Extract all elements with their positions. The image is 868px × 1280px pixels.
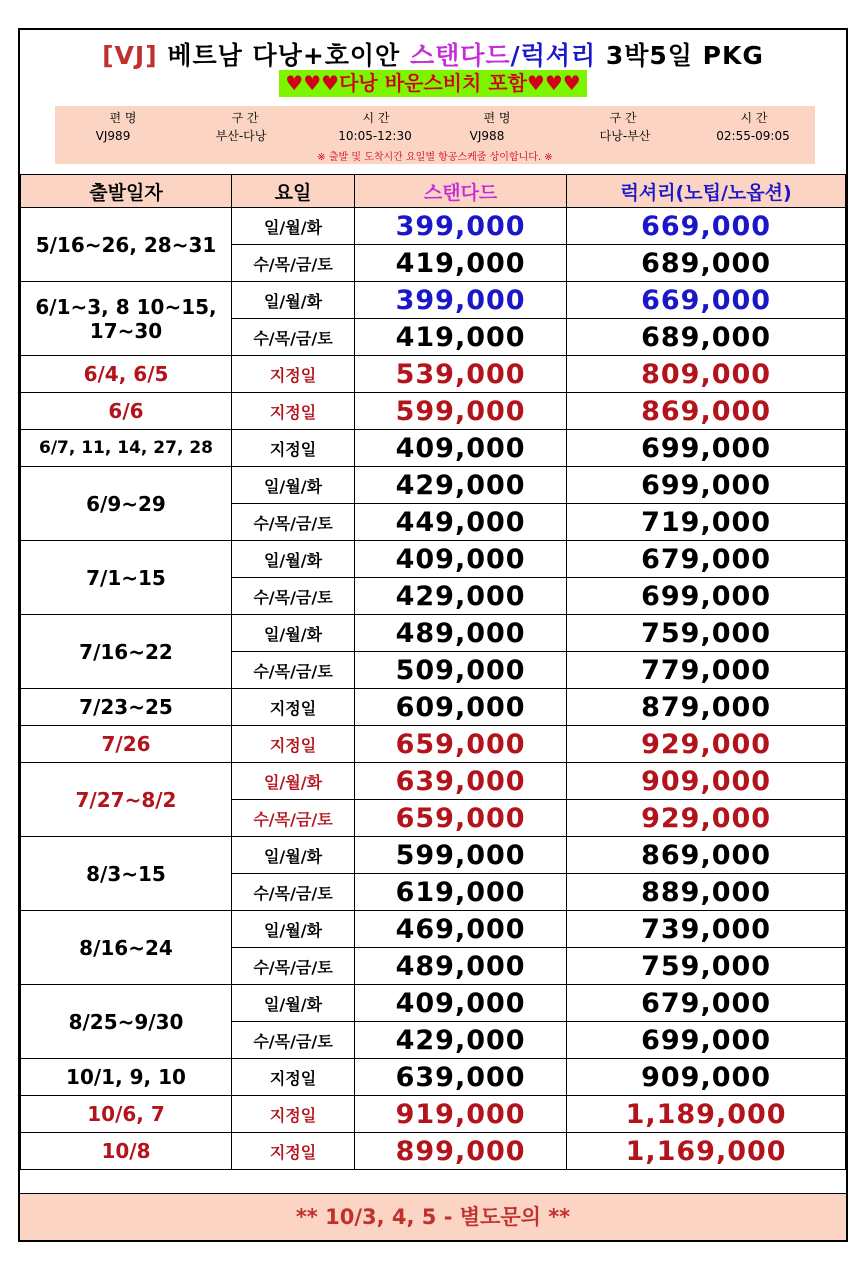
flight-value-3: 10:05-12:30: [338, 129, 412, 143]
departure-date: 7/27~8/2: [21, 763, 232, 837]
header-luxury: 럭셔리(노팁/노옵션): [567, 175, 846, 208]
title-slash: /: [510, 41, 521, 70]
luxury-price: 929,000: [567, 800, 846, 837]
day-type: 수/목/금/토: [232, 948, 355, 985]
flight-note: ※ 출발 및 도착시간 요일별 항공스케줄 상이합니다. ※: [317, 152, 553, 163]
table-row: [21, 763, 846, 800]
standard-price: 409,000: [355, 541, 567, 578]
luxury-price: 909,000: [567, 1059, 846, 1096]
departure-date: 6/7, 11, 14, 27, 28: [21, 430, 232, 467]
day-type: 일/월/화: [232, 467, 355, 504]
luxury-price: 719,000: [567, 504, 846, 541]
departure-date: 6/4, 6/5: [21, 356, 232, 393]
flight-value-5: 다낭-부산: [599, 129, 651, 143]
day-type: 지정일: [232, 393, 355, 430]
luxury-price: 809,000: [567, 356, 846, 393]
flight-header-5: 구 간: [609, 111, 637, 125]
day-type: 지정일: [232, 689, 355, 726]
luxury-price: 679,000: [567, 541, 846, 578]
departure-date: 8/16~24: [21, 911, 232, 985]
day-type: 수/목/금/토: [232, 1022, 355, 1059]
standard-price: 449,000: [355, 504, 567, 541]
luxury-price: 699,000: [567, 578, 846, 615]
table-row: [21, 615, 846, 652]
departure-date: 10/1, 9, 10: [21, 1059, 232, 1096]
day-type: 지정일: [232, 430, 355, 467]
luxury-price: 669,000: [567, 282, 846, 319]
footer-note: ** 10/3, 4, 5 - 별도문의 **: [20, 1193, 846, 1240]
departure-date: 6/9~29: [21, 467, 232, 541]
departure-date: 6/1~3, 8 10~15, 17~30: [21, 282, 232, 356]
standard-price: 599,000: [355, 393, 567, 430]
day-type: 지정일: [232, 726, 355, 763]
flight-header-4: 편 명: [483, 111, 511, 125]
luxury-price: 929,000: [567, 726, 846, 763]
table-row: [21, 541, 846, 578]
day-type: 일/월/화: [232, 911, 355, 948]
standard-price: 609,000: [355, 689, 567, 726]
header-day: 요일: [232, 175, 355, 208]
standard-price: 489,000: [355, 615, 567, 652]
standard-price: 899,000: [355, 1133, 567, 1170]
price-table: [20, 174, 846, 1170]
day-type: 일/월/화: [232, 282, 355, 319]
luxury-price: 679,000: [567, 985, 846, 1022]
day-type: 일/월/화: [232, 837, 355, 874]
standard-price: 429,000: [355, 467, 567, 504]
day-type: 일/월/화: [232, 541, 355, 578]
standard-price: 429,000: [355, 578, 567, 615]
header-date: 출발일자: [21, 175, 232, 208]
day-type: 일/월/화: [232, 615, 355, 652]
standard-price: 399,000: [355, 282, 567, 319]
luxury-price: 1,169,000: [567, 1133, 846, 1170]
table-header-row: [21, 175, 846, 208]
departure-date: 5/16~26, 28~31: [21, 208, 232, 282]
standard-price: 399,000: [355, 208, 567, 245]
title-luxury: 럭셔리: [520, 41, 597, 70]
luxury-price: 869,000: [567, 393, 846, 430]
luxury-price: 759,000: [567, 615, 846, 652]
departure-date: 7/16~22: [21, 615, 232, 689]
title-brand: [VJ]: [102, 41, 158, 70]
standard-price: 429,000: [355, 1022, 567, 1059]
luxury-price: 779,000: [567, 652, 846, 689]
standard-price: 509,000: [355, 652, 567, 689]
day-type: 수/목/금/토: [232, 652, 355, 689]
luxury-price: 739,000: [567, 911, 846, 948]
page-title: [20, 36, 846, 72]
standard-price: 599,000: [355, 837, 567, 874]
departure-date: 10/8: [21, 1133, 232, 1170]
departure-date: 8/3~15: [21, 837, 232, 911]
standard-price: 489,000: [355, 948, 567, 985]
standard-price: 469,000: [355, 911, 567, 948]
standard-price: 539,000: [355, 356, 567, 393]
standard-price: 639,000: [355, 1059, 567, 1096]
day-type: 일/월/화: [232, 985, 355, 1022]
departure-date: 7/1~15: [21, 541, 232, 615]
table-row: [21, 1133, 846, 1170]
flight-header-2: 구 간: [231, 111, 259, 125]
luxury-price: 689,000: [567, 245, 846, 282]
standard-price: 919,000: [355, 1096, 567, 1133]
day-type: 수/목/금/토: [232, 504, 355, 541]
table-row: [21, 467, 846, 504]
standard-price: 659,000: [355, 726, 567, 763]
luxury-price: 669,000: [567, 208, 846, 245]
day-type: 수/목/금/토: [232, 800, 355, 837]
flight-value-2: 부산-다낭: [215, 129, 267, 143]
flight-info: [55, 106, 815, 164]
day-type: 일/월/화: [232, 208, 355, 245]
day-type: 지정일: [232, 1059, 355, 1096]
standard-price: 409,000: [355, 430, 567, 467]
luxury-price: 699,000: [567, 467, 846, 504]
day-type: 일/월/화: [232, 763, 355, 800]
table-row: [21, 393, 846, 430]
price-sheet: [18, 28, 848, 1242]
flight-header-6: 시 간: [740, 111, 768, 125]
title-main: 베트남 다낭+호이안: [167, 41, 401, 70]
departure-date: 6/6: [21, 393, 232, 430]
flight-value-4: VJ988: [469, 129, 505, 143]
table-row: [21, 985, 846, 1022]
table-row: [21, 689, 846, 726]
flight-header-3: 시 간: [362, 111, 390, 125]
flight-value-6: 02:55-09:05: [716, 129, 790, 143]
standard-price: 659,000: [355, 800, 567, 837]
standard-price: 619,000: [355, 874, 567, 911]
day-type: 수/목/금/토: [232, 874, 355, 911]
luxury-price: 699,000: [567, 1022, 846, 1059]
flight-header-1: 편 명: [109, 111, 137, 125]
title-suffix: 3박5일 PKG: [605, 41, 764, 70]
departure-date: 7/23~25: [21, 689, 232, 726]
day-type: 지정일: [232, 1096, 355, 1133]
luxury-price: 869,000: [567, 837, 846, 874]
table-row: [21, 430, 846, 467]
departure-date: 8/25~9/30: [21, 985, 232, 1059]
table-row: [21, 837, 846, 874]
day-type: 수/목/금/토: [232, 319, 355, 356]
table-row: [21, 911, 846, 948]
flight-value-1: VJ989: [95, 129, 131, 143]
table-row: [21, 282, 846, 319]
table-row: [21, 208, 846, 245]
standard-price: 419,000: [355, 319, 567, 356]
subtitle-wrap: [20, 70, 846, 97]
day-type: 수/목/금/토: [232, 245, 355, 282]
table-row: [21, 356, 846, 393]
table-row: [21, 726, 846, 763]
luxury-price: 909,000: [567, 763, 846, 800]
day-type: 지정일: [232, 356, 355, 393]
luxury-price: 889,000: [567, 874, 846, 911]
day-type: 지정일: [232, 1133, 355, 1170]
standard-price: 409,000: [355, 985, 567, 1022]
standard-price: 419,000: [355, 245, 567, 282]
luxury-price: 699,000: [567, 430, 846, 467]
table-row: [21, 1096, 846, 1133]
title-standard: 스탠다드: [409, 41, 511, 70]
departure-date: 7/26: [21, 726, 232, 763]
day-type: 수/목/금/토: [232, 578, 355, 615]
luxury-price: 1,189,000: [567, 1096, 846, 1133]
departure-date: 10/6, 7: [21, 1096, 232, 1133]
standard-price: 639,000: [355, 763, 567, 800]
table-row: [21, 1059, 846, 1096]
luxury-price: 879,000: [567, 689, 846, 726]
subtitle-banner: ♥♥♥다낭 바운스비치 포함♥♥♥: [279, 70, 586, 97]
luxury-price: 759,000: [567, 948, 846, 985]
header-standard: 스탠다드: [355, 175, 567, 208]
luxury-price: 689,000: [567, 319, 846, 356]
